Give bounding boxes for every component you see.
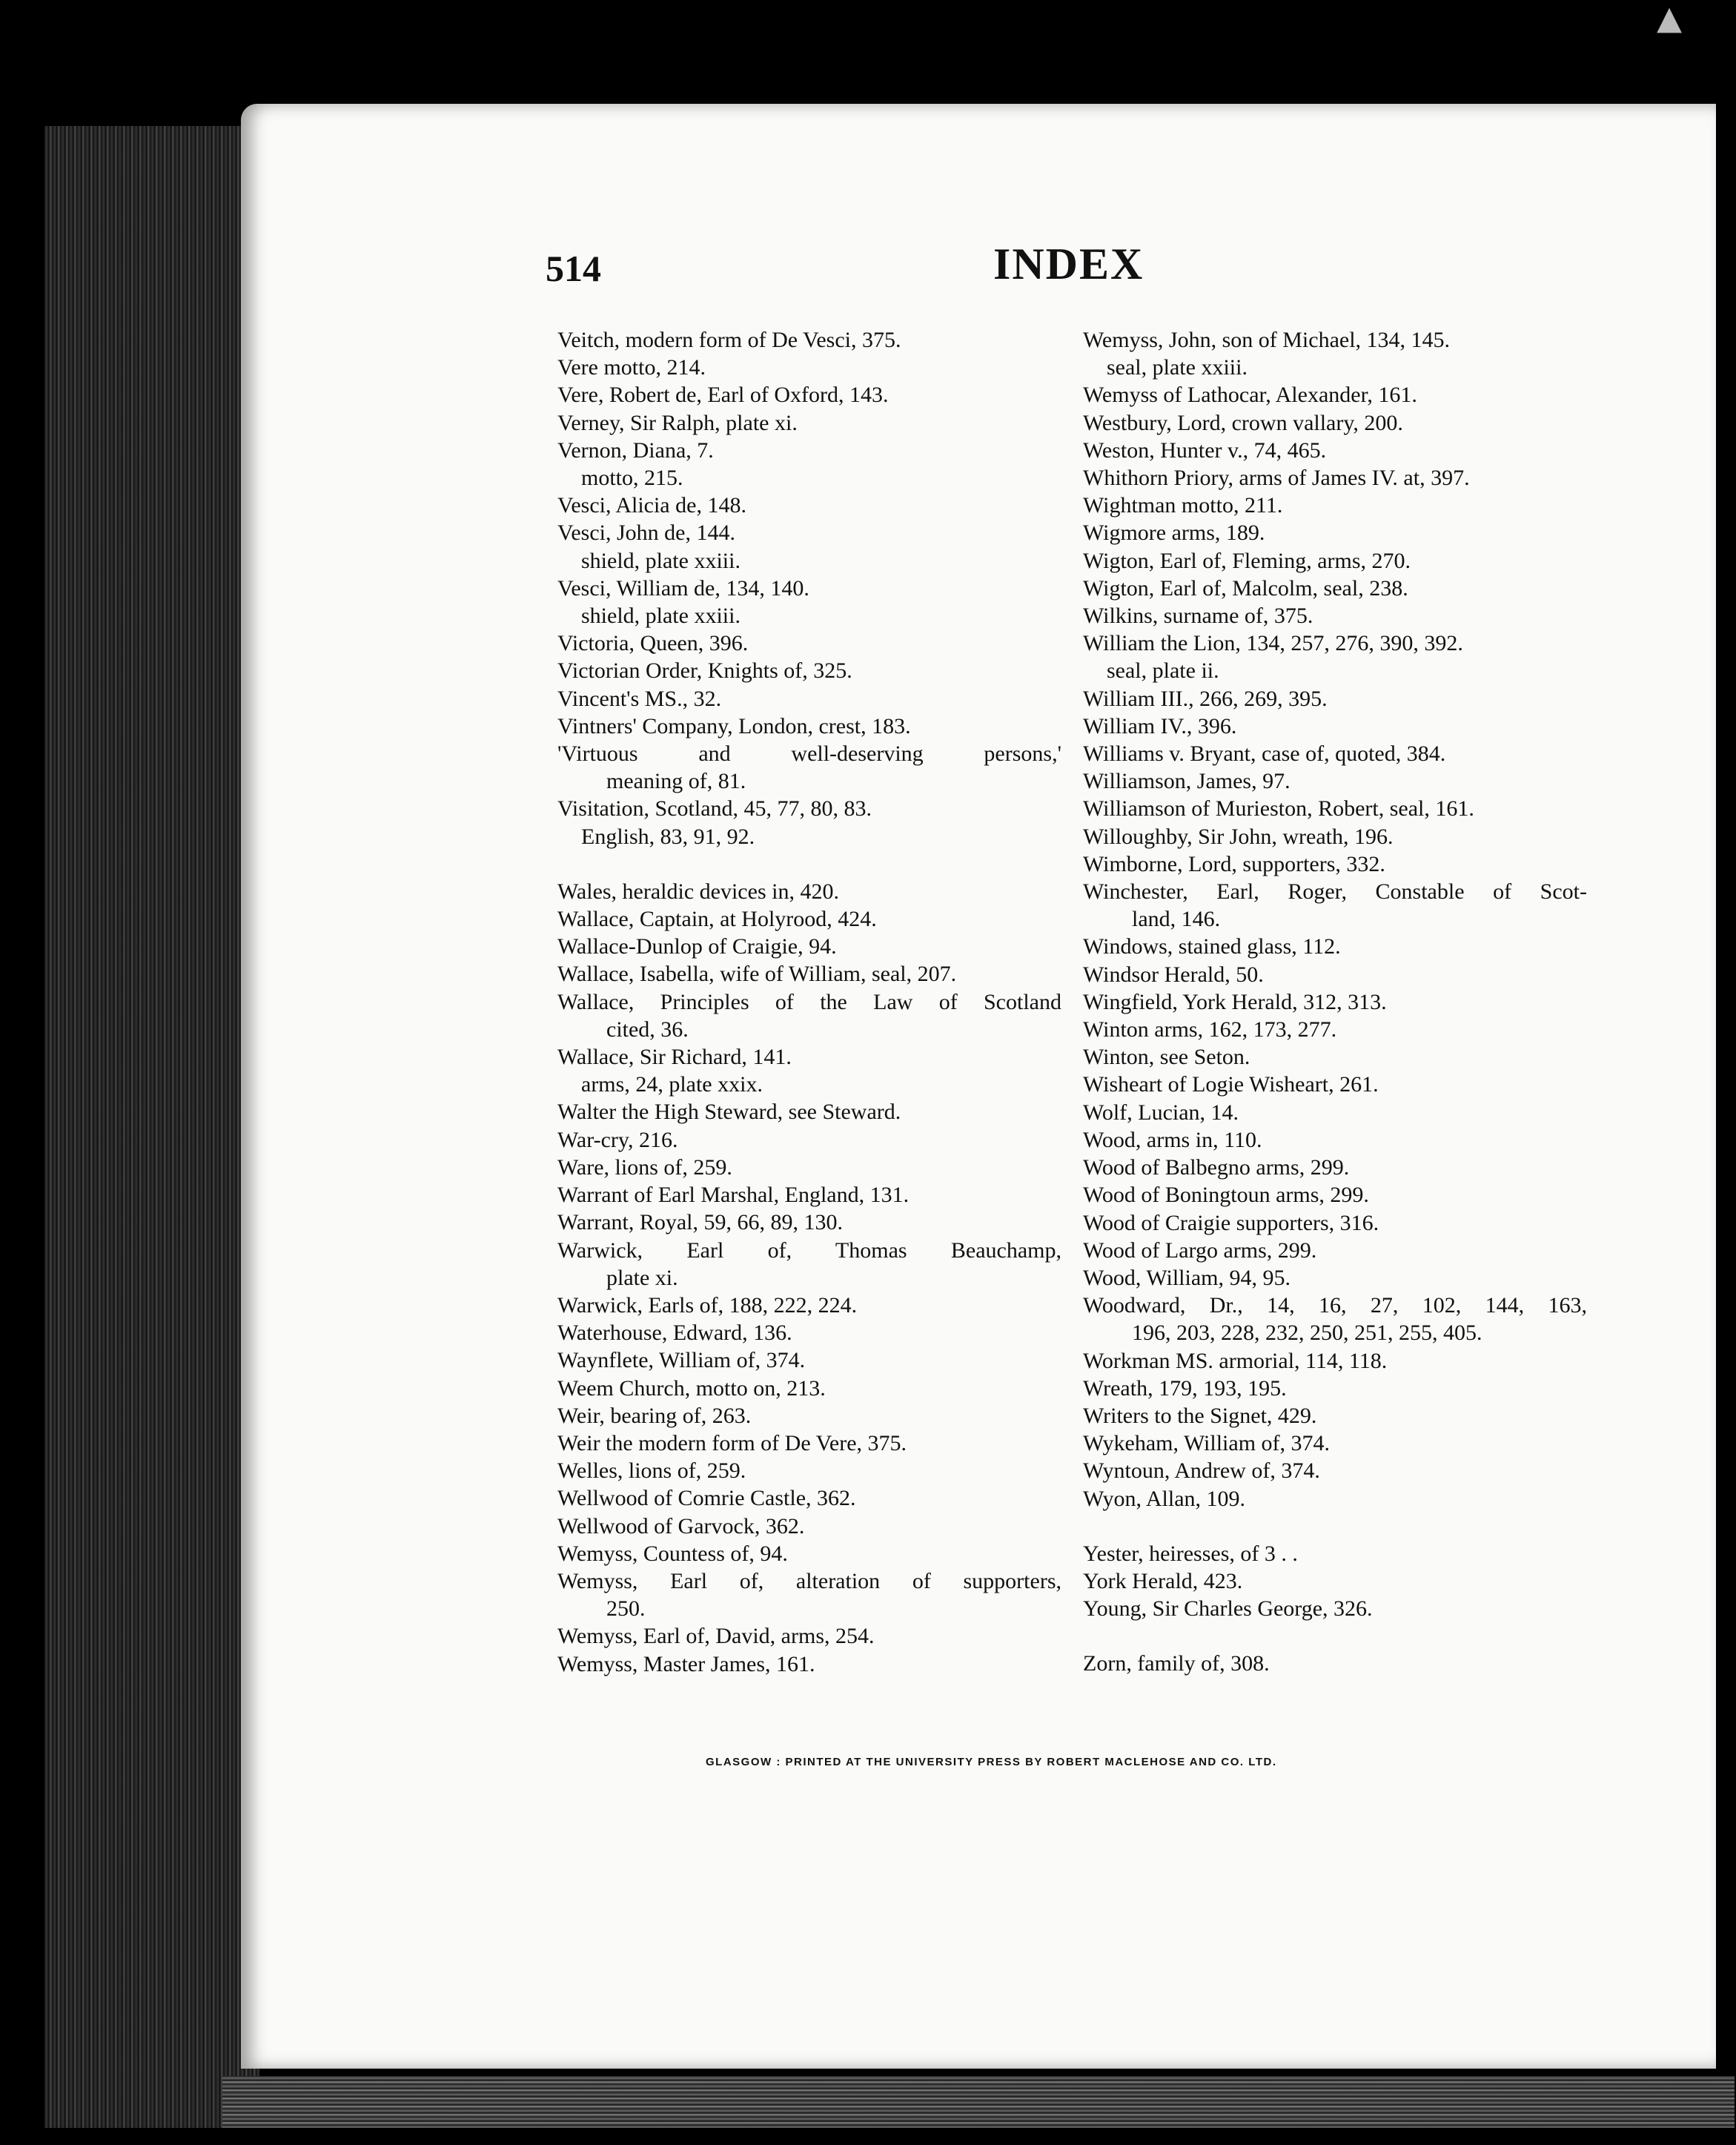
index-entry: Wilkins, surname of, 375. xyxy=(1083,604,1313,629)
index-entry: cited, 36. xyxy=(606,1017,689,1042)
index-entry: Wemyss, Countess of, 94. xyxy=(557,1541,788,1566)
index-entry: Wood, William, 94, 95. xyxy=(1083,1265,1291,1290)
index-entry: Wemyss, Earl of, David, arms, 254. xyxy=(557,1624,875,1649)
index-entry: Warwick, Earls of, 188, 222, 224. xyxy=(557,1292,858,1318)
index-entry: Weir, bearing of, 263. xyxy=(557,1403,752,1428)
index-entry: Ware, lions of, 259. xyxy=(557,1154,732,1180)
index-entry: Wemyss of Lathocar, Alexander, 161. xyxy=(1083,383,1417,408)
index-entry: Warrant of Earl Marshal, England, 131. xyxy=(557,1183,910,1208)
index-entry: English, 83, 91, 92. xyxy=(581,824,755,849)
index-entry: Wyon, Allan, 109. xyxy=(1083,1486,1246,1511)
index-entry: Windows, stained glass, 112. xyxy=(1083,934,1341,959)
index-entry: Vesci, Alicia de, 148. xyxy=(557,493,746,518)
index-column-right xyxy=(1083,326,1587,1678)
index-entry: Wigmore arms, 189. xyxy=(1083,520,1265,546)
index-entry: Wood of Craigie supporters, 316. xyxy=(1083,1210,1379,1235)
index-entry: Wood, arms in, 110. xyxy=(1083,1127,1262,1152)
index-entry: land, 146. xyxy=(1132,907,1221,932)
index-entry: Yester, heiresses, of 3 . . xyxy=(1083,1541,1298,1566)
index-entry: Wigton, Earl of, Fleming, arms, 270. xyxy=(1083,548,1411,573)
index-entry: Wemyss, John, son of Michael, 134, 145. xyxy=(1083,328,1451,352)
index-entry: Williamson, James, 97. xyxy=(1083,769,1291,794)
index-entry: Whithorn Priory, arms of James IV. at, 397. xyxy=(1083,466,1470,491)
index-entry: Wolf, Lucian, 14. xyxy=(1083,1100,1239,1125)
index-entry: Vere, Robert de, Earl of Oxford, 143. xyxy=(557,383,889,408)
index-entry: Vesci, William de, 134, 140. xyxy=(557,575,809,601)
index-entry: Williamson of Murieston, Robert, seal, 161. xyxy=(1083,796,1474,822)
index-entry: meaning of, 81. xyxy=(606,769,746,794)
index-entry: motto, 215. xyxy=(581,466,683,491)
index-entry: Wimborne, Lord, supporters, 332. xyxy=(1083,851,1385,876)
index-entry: Willoughby, Sir John, wreath, 196. xyxy=(1083,824,1394,849)
index-column-left xyxy=(557,326,1061,1678)
index-entry: Vincent's MS., 32. xyxy=(557,686,722,711)
page-number: 514 xyxy=(546,248,601,289)
index-entry: Wemyss, Master James, 161. xyxy=(557,1651,815,1676)
printer-footer: GLASGOW : PRINTED AT THE UNIVERSITY PRESS BY ROBERT MACLEHOSE AND CO. LTD. xyxy=(706,1756,1277,1768)
index-entry: Warrant, Royal, 59, 66, 89, 130. xyxy=(557,1210,844,1235)
index-entry: Winton arms, 162, 173, 277. xyxy=(1083,1017,1337,1042)
index-entry: Weston, Hunter v., 74, 465. xyxy=(1083,437,1327,463)
index-entry: Writers to the Signet, 429. xyxy=(1083,1403,1317,1428)
index-entry: Wisheart of Logie Wisheart, 261. xyxy=(1083,1072,1379,1097)
index-entry: 'Virtuous and well-deserving persons,' xyxy=(557,741,1061,767)
index-entry: William III., 266, 269, 395. xyxy=(1083,686,1328,711)
index-entry: plate xi. xyxy=(606,1265,678,1290)
index-entry: Wallace-Dunlop of Craigie, 94. xyxy=(557,934,837,959)
page-title: INDEX xyxy=(993,239,1144,288)
index-entry: 250. xyxy=(606,1596,646,1622)
index-entry: Woodward, Dr., 14, 16, 27, 102, 144, 163, xyxy=(1083,1293,1587,1318)
index-entry: Wigton, Earl of, Malcolm, seal, 238. xyxy=(1083,575,1408,601)
index-entry: shield, plate xxiii. xyxy=(581,548,741,573)
index-entry: Vere motto, 214. xyxy=(557,355,706,380)
index-entry: Wallace, Sir Richard, 141. xyxy=(557,1045,792,1070)
index-entry: William IV., 396. xyxy=(1083,713,1237,738)
index-entry: Warwick, Earl of, Thomas Beauchamp, xyxy=(557,1237,1061,1263)
index-entry: Weem Church, motto on, 213. xyxy=(557,1375,826,1401)
index-entry: Verney, Sir Ralph, plate xi. xyxy=(557,410,798,435)
index-entry: Waynflete, William of, 374. xyxy=(557,1348,806,1373)
book-bottom-edges xyxy=(222,2076,1735,2128)
index-entry: Victorian Order, Knights of, 325. xyxy=(557,658,852,684)
index-entry: Young, Sir Charles George, 326. xyxy=(1083,1596,1373,1622)
index-entry: seal, plate ii. xyxy=(1107,658,1219,684)
index-entry: War-cry, 216. xyxy=(557,1127,678,1152)
index-entry: Wemyss, Earl of, alteration of supporters, xyxy=(557,1568,1061,1593)
index-entry: Vintners' Company, London, crest, 183. xyxy=(557,713,911,738)
index-entry: Winchester, Earl, Roger, Constable of Scot- xyxy=(1083,879,1587,905)
index-entry: Wightman motto, 211. xyxy=(1083,493,1283,518)
index-entry: Wales, heraldic devices in, 420. xyxy=(557,879,839,904)
index-entry: Visitation, Scotland, 45, 77, 80, 83. xyxy=(557,796,872,822)
index-entry: shield, plate xxiii. xyxy=(581,604,741,629)
index-entry: Wallace, Captain, at Holyrood, 424. xyxy=(557,907,877,932)
index-entry: Wreath, 179, 193, 195. xyxy=(1083,1375,1287,1401)
index-entry: Wood of Boningtoun arms, 299. xyxy=(1083,1183,1369,1208)
index-entry: Wellwood of Comrie Castle, 362. xyxy=(557,1486,856,1511)
index-entry: Wallace, Isabella, wife of William, seal, 207. xyxy=(557,962,957,987)
index-entry: Wykeham, William of, 374. xyxy=(1083,1431,1331,1456)
index-entry: Vernon, Diana, 7. xyxy=(557,437,714,463)
index-entry: Vesci, John de, 144. xyxy=(557,520,735,546)
book-page-edges xyxy=(44,126,259,2128)
index-entry: 196, 203, 228, 232, 250, 251, 255, 405. xyxy=(1132,1321,1482,1346)
index-entry: William the Lion, 134, 257, 276, 390, 392. xyxy=(1083,631,1463,656)
corner-mark-icon: ▲ xyxy=(1657,0,1682,37)
index-entry: Victoria, Queen, 396. xyxy=(557,631,749,656)
index-entry: Workman MS. armorial, 114, 118. xyxy=(1083,1348,1388,1373)
index-entry: Waterhouse, Edward, 136. xyxy=(557,1321,792,1346)
index-entry: Westbury, Lord, crown vallary, 200. xyxy=(1083,410,1403,435)
index-entry: Wyntoun, Andrew of, 374. xyxy=(1083,1458,1320,1484)
index-entry: York Herald, 423. xyxy=(1083,1568,1243,1593)
index-entry: Winton, see Seton. xyxy=(1083,1045,1250,1070)
index-entry: Welles, lions of, 259. xyxy=(557,1458,746,1484)
index-entry: Wingfield, York Herald, 312, 313. xyxy=(1083,989,1387,1014)
index-entry: Weir the modern form of De Vere, 375. xyxy=(557,1430,907,1455)
index-entry: Zorn, family of, 308. xyxy=(1083,1651,1270,1676)
index-entry: Veitch, modern form of De Vesci, 375. xyxy=(557,328,901,352)
index-entry: Walter the High Steward, see Steward. xyxy=(557,1100,901,1125)
index-entry: seal, plate xxiii. xyxy=(1107,355,1248,380)
index-entry: Wood of Balbegno arms, 299. xyxy=(1083,1155,1350,1180)
index-entry: Wellwood of Garvock, 362. xyxy=(557,1513,805,1538)
index-entry: Wallace, Principles of the Law of Scotland xyxy=(557,989,1061,1014)
index-entry: Williams v. Bryant, case of, quoted, 384. xyxy=(1083,741,1446,767)
index-entry: Wood of Largo arms, 299. xyxy=(1083,1237,1317,1263)
index-entry: arms, 24, plate xxix. xyxy=(581,1072,763,1097)
index-entry: Windsor Herald, 50. xyxy=(1083,962,1264,987)
